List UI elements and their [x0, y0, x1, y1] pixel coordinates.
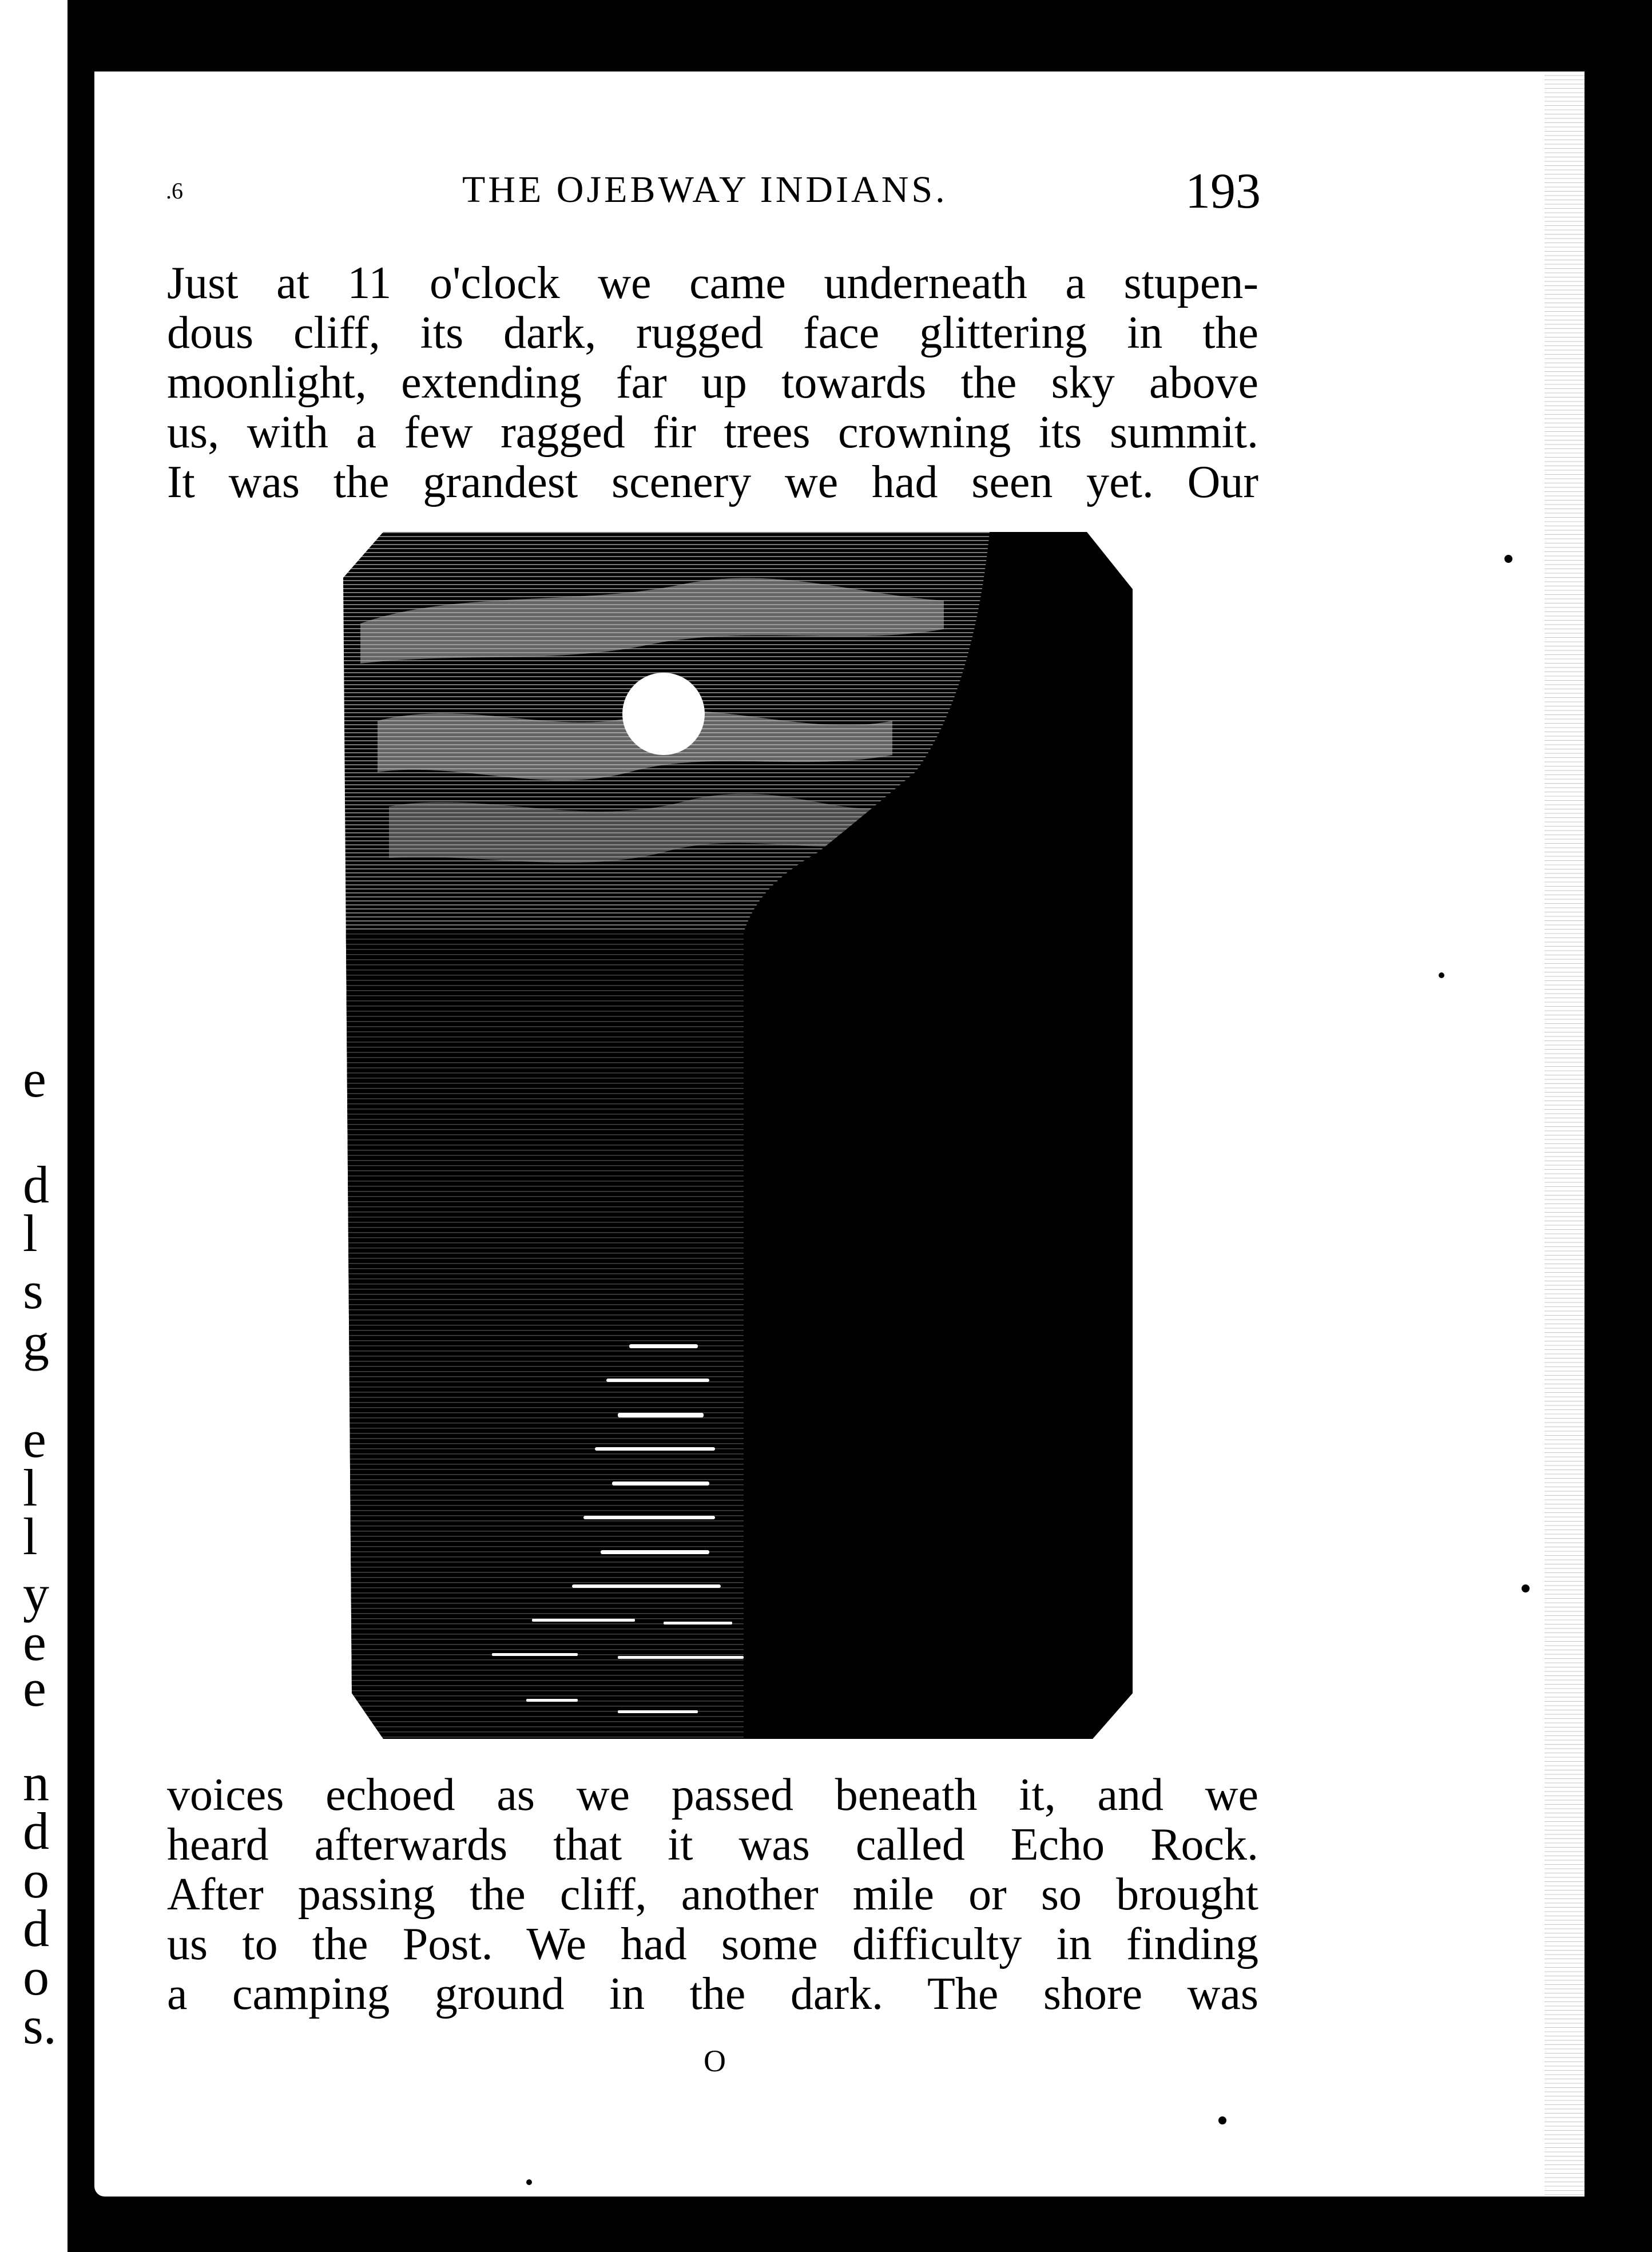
text-line: moonlight, extending far up towards the sky above: [167, 358, 1258, 408]
adjacent-page-letter: e: [23, 1613, 46, 1671]
text-line: dous cliff, its dark, rugged face glittering in the: [167, 308, 1258, 358]
adjacent-page-letter: g: [23, 1313, 49, 1371]
ink-speck: [1522, 1584, 1530, 1592]
text-line: Just at 11 o'clock we came underneath a stupen-: [167, 258, 1258, 308]
adjacent-page-letter: s: [23, 1261, 43, 1320]
ink-speck: [526, 2179, 532, 2185]
adjacent-page-letter: e: [23, 1659, 46, 1717]
signature-mark: O: [704, 2044, 726, 2078]
adjacent-page-letter: d: [23, 1899, 49, 1957]
adjacent-page-letter: n: [23, 1753, 49, 1812]
text-line: us, with a few ragged fir trees crowning its summit.: [167, 407, 1258, 458]
text-line: us to the Post. We had some difficulty in finding: [167, 1919, 1258, 1969]
ink-speck: [1218, 2116, 1226, 2124]
text-line: It was the grandest scenery we had seen yet. Our: [167, 457, 1258, 507]
text-line: voices echoed as we passed beneath it, and we: [167, 1770, 1258, 1820]
page-gutter-shadow: [67, 0, 94, 2252]
text-line: heard afterwards that it was called Echo Rock.: [167, 1820, 1258, 1870]
page-edge-texture: [1544, 72, 1585, 2197]
adjacent-page-letter: o: [23, 1948, 49, 2006]
page-marker: .6: [166, 178, 183, 204]
text-block-bottom: [167, 1770, 1258, 2019]
ink-speck: [1439, 972, 1444, 978]
running-title: THE OJEBWAY INDIANS.: [462, 169, 948, 210]
adjacent-page-letter: d: [23, 1155, 49, 1214]
ink-speck: [1504, 555, 1512, 563]
adjacent-page-letter: y: [23, 1564, 49, 1623]
moon: [622, 673, 705, 755]
text-line: a camping ground in the dark. The shore was: [167, 1969, 1258, 2019]
page-number: 193: [1185, 164, 1261, 219]
adjacent-page-letter: s.: [23, 1996, 57, 2055]
running-head: [166, 164, 1261, 229]
text-block-top: [167, 259, 1258, 507]
adjacent-page-letter: l: [23, 1204, 38, 1262]
adjacent-page-letter: e: [23, 1050, 46, 1108]
adjacent-page-letter: d: [23, 1802, 49, 1860]
adjacent-page-letter: l: [23, 1507, 38, 1566]
adjacent-page-letter: e: [23, 1410, 46, 1468]
adjacent-page-letter: o: [23, 1850, 49, 1909]
text-line: After passing the cliff, another mile or so brought: [167, 1869, 1258, 1920]
moonlit-cliff-engraving: [343, 532, 1133, 1739]
adjacent-page-letter: l: [23, 1459, 38, 1517]
